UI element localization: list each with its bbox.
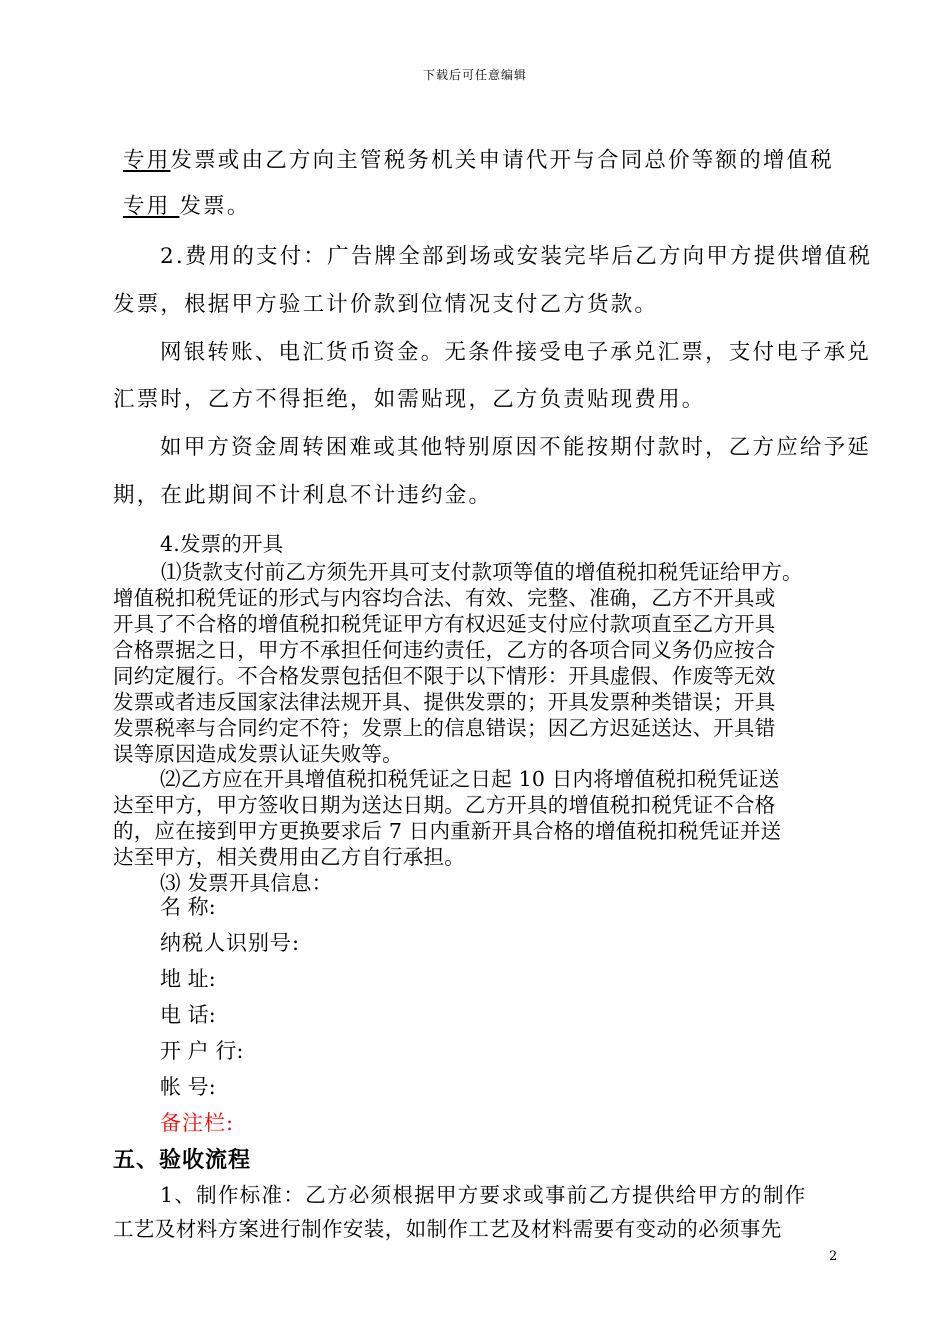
paragraph-line: ⑵乙方应在开具增值税扣税凭证之日起 10 日内将增值税扣税凭证送 (160, 767, 780, 791)
invoice-field-remarks: 备注栏: (160, 1111, 235, 1135)
invoice-field-name: 名 称: (160, 895, 216, 919)
invoice-field-address: 地 址: (160, 967, 216, 991)
paragraph-line: 汇票时，乙方不得拒绝，如需贴现，乙方负责贴现费用。 (113, 387, 706, 412)
paragraph-line (123, 143, 834, 174)
paragraph-line: 达至甲方，相关费用由乙方自行承担。 (113, 845, 465, 869)
paragraph-line: 期，在此期间不计利息不计违约金。 (113, 483, 493, 508)
paragraph-line (123, 189, 251, 220)
paragraph-line: 发票，根据甲方验工计价款到位情况支付乙方货款。 (113, 292, 659, 317)
paragraph-line: 合格票据之日，甲方不承担任何违约责任，乙方的各项合同义务仍应按合 (113, 638, 776, 662)
paragraph-line: 发票或者违反国家法律法规开具、提供发票的；开具发票种类错误；开具 (113, 690, 776, 714)
paragraph-line: ⑶ 发票开具信息： (160, 871, 333, 895)
paragraph-line: 工艺及材料方案进行制作安装，如制作工艺及材料需要有变动的必须事先 (113, 1217, 782, 1241)
paragraph-line: 4.发票的开具 (160, 532, 284, 556)
invoice-field-account: 帐 号: (160, 1075, 216, 1099)
paragraph-line: 增值税扣税凭证的形式与内容均合法、有效、完整、准确，乙方不开具或 (113, 586, 776, 610)
paragraph-line: 如甲方资金周转困难或其他特别原因不能按期付款时，乙方应给予延 (160, 435, 872, 460)
paragraph-line: 2.费用的支付：广告牌全部到场或安装完毕后乙方向甲方提供增值税 (160, 244, 873, 269)
paragraph-line: 开具了不合格的增值税扣税凭证甲方有权迟延支付应付款项直至乙方开具 (113, 612, 776, 636)
underlined-text: 专用 (123, 194, 180, 219)
page-number: 2 (829, 1249, 838, 1264)
paragraph-line: 同约定履行。不合格发票包括但不限于以下情形：开具虚假、作废等无效 (113, 664, 776, 688)
invoice-field-taxpayer-id: 纳税人识别号: (160, 931, 301, 955)
page-header: 下载后可任意编辑 (422, 68, 527, 82)
paragraph-line: 的，应在接到甲方更换要求后 7 日内重新开具合格的增值税扣税凭证并送 (113, 819, 782, 843)
line-text: 发票或由乙方向主管税务机关申请代开与合同总价等额的增值税 (170, 148, 835, 173)
paragraph-line: 误等原因造成发票认证失败等。 (113, 742, 403, 766)
paragraph-line: 网银转账、电汇货币资金。无条件接受电子承兑汇票，支付电子承兑 (160, 340, 872, 365)
section-heading: 五、验收流程 (113, 1147, 252, 1173)
paragraph-line: ⑴货款支付前乙方须先开具可支付款项等值的增值税扣税凭证给甲方。 (161, 560, 803, 584)
invoice-field-bank: 开 户 行: (160, 1039, 244, 1063)
paragraph-line: 1、制作标准：乙方必须根据甲方要求或事前乙方提供给甲方的制作 (160, 1183, 807, 1207)
line-text: 发票。 (179, 194, 251, 219)
underlined-text: 专用 (123, 148, 171, 173)
paragraph-line: 发票税率与合同约定不符；发票上的信息错误；因乙方迟延送达、开具错 (113, 716, 776, 740)
paragraph-line: 达至甲方，甲方签收日期为送达日期。乙方开具的增值税扣税凭证不合格 (113, 793, 776, 817)
invoice-field-phone: 电 话: (160, 1003, 216, 1027)
